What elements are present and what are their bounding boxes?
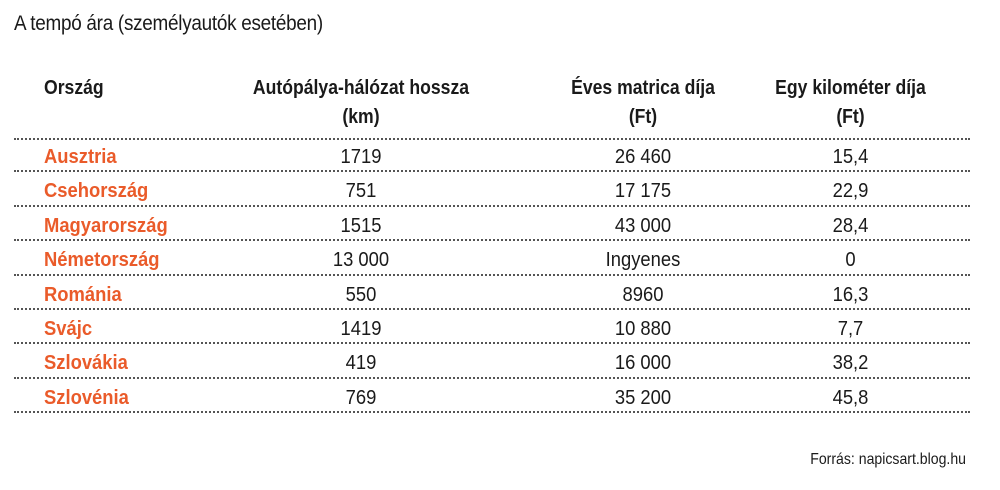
vignette-price-cell: 26 460: [614, 146, 672, 168]
vignette-price-cell: 8960: [622, 283, 664, 306]
country-cell: Szlovákia: [44, 352, 128, 375]
network-length-cell: 1719: [340, 146, 382, 168]
per-km-price-cell: 28,4: [832, 214, 869, 237]
country-cell: Szlovénia: [44, 386, 129, 409]
vignette-price-cell: 10 880: [614, 317, 672, 340]
header-country: [44, 74, 104, 103]
country-cell: Németország: [44, 249, 160, 272]
per-km-price-cell: 7,7: [837, 317, 864, 340]
country-cell: Románia: [44, 283, 122, 306]
chart-title: A tempó ára (személyautók esetében): [14, 12, 323, 35]
vignette-price-cell: 16 000: [614, 352, 672, 375]
header-per-km-price: [752, 74, 950, 132]
network-length-cell: 550: [345, 283, 377, 306]
header-vignette-price-label: Éves matrica díja: [571, 77, 715, 99]
row-divider: [14, 411, 970, 413]
per-km-price-cell: 38,2: [832, 352, 869, 375]
country-cell: Ausztria: [44, 146, 117, 168]
header-network-length-label: Autópálya-hálózat hossza: [252, 77, 470, 99]
per-km-price-cell: 0: [845, 249, 856, 272]
header-network-length: [216, 74, 506, 132]
vignette-price-cell: 17 175: [614, 180, 672, 203]
header-vignette-price-unit: (Ft): [628, 106, 658, 128]
vignette-price-cell: 43 000: [614, 214, 672, 237]
network-length-cell: 1515: [340, 214, 382, 237]
network-length-cell: 419: [345, 352, 377, 375]
network-length-cell: 769: [345, 386, 377, 409]
table-row: [0, 207, 1000, 241]
header-vignette-price: [533, 74, 753, 132]
table-row: [0, 172, 1000, 206]
country-cell: Magyarország: [44, 214, 168, 237]
table-body: [0, 138, 1000, 413]
header-country-label: Ország: [44, 77, 104, 99]
per-km-price-cell: 15,4: [832, 146, 869, 168]
vignette-price-cell: 35 200: [614, 386, 672, 409]
header-per-km-price-label: Egy kilométer díja: [775, 77, 926, 99]
table-row: [0, 241, 1000, 275]
per-km-price-cell: 22,9: [832, 180, 869, 203]
country-cell: Csehország: [44, 180, 149, 203]
network-length-cell: 13 000: [332, 249, 390, 272]
table-row: [0, 276, 1000, 310]
network-length-cell: 751: [345, 180, 377, 203]
per-km-price-cell: 45,8: [832, 386, 869, 409]
header-per-km-price-unit: (Ft): [836, 106, 865, 128]
source-note: Forrás: napicsart.blog.hu: [810, 451, 966, 468]
table-row: [0, 379, 1000, 413]
vignette-price-cell: Ingyenes: [605, 249, 681, 272]
network-length-cell: 1419: [340, 317, 382, 340]
country-cell: Svájc: [44, 317, 93, 340]
table-row: [0, 138, 1000, 172]
table-header: [0, 74, 1000, 136]
table-row: [0, 344, 1000, 378]
header-network-length-unit: (km): [342, 106, 380, 128]
per-km-price-cell: 16,3: [832, 283, 869, 306]
table-row: [0, 310, 1000, 344]
